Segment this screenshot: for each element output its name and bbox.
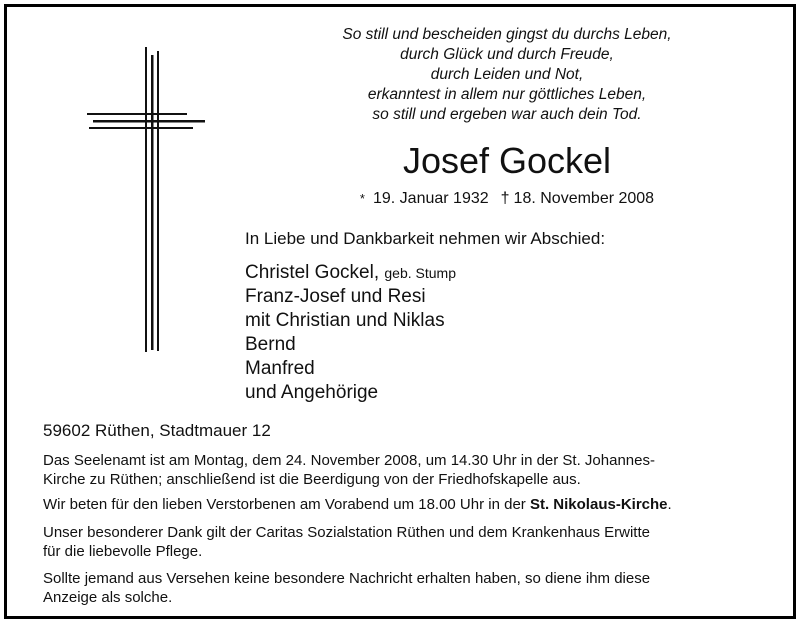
paragraph-line: Sollte jemand aus Versehen keine besondere Nachricht erhalten haben, so diene ihm diese bbox=[43, 570, 651, 587]
farewell-line: In Liebe und Dankbarkeit nehmen wir Abschied: bbox=[245, 229, 606, 248]
paragraph-line: Das Seelenamt ist am Montag, dem 24. November 2008, um 14.30 Uhr in der St. Johannes- bbox=[43, 452, 655, 469]
paragraph-line: Anzeige als solche. bbox=[43, 589, 173, 606]
birth-date: 19. Januar 1932 bbox=[372, 190, 489, 207]
mourner-row: und Angehörige bbox=[245, 382, 379, 403]
poem-line: durch Leiden und Not, bbox=[430, 66, 584, 83]
mourners-list bbox=[245, 261, 456, 405]
mourner-row: Bernd bbox=[245, 334, 296, 355]
requiem-paragraph bbox=[43, 451, 773, 489]
life-dates bbox=[307, 189, 707, 209]
poem-line: So still und bescheiden gingst du durchs Leben, bbox=[342, 26, 672, 43]
notice-paragraph bbox=[43, 569, 773, 607]
paragraph-line: für die liebevolle Pflege. bbox=[43, 543, 203, 560]
mourner-row: Franz-Josef und Resi bbox=[245, 286, 426, 307]
cross-icon bbox=[87, 47, 207, 357]
paragraph-line bbox=[43, 495, 773, 514]
paragraph-line: Kirche zu Rüthen; anschließend ist die Beerdigung von der Friedhofskapelle aus. bbox=[43, 471, 581, 488]
death-symbol: † bbox=[500, 190, 510, 207]
prayer-end: . bbox=[667, 496, 672, 513]
deceased-name: Josef Gockel bbox=[402, 140, 612, 181]
mourner-name: Christel Gockel, bbox=[245, 262, 380, 283]
maiden-name-note: geb. Stump bbox=[384, 265, 456, 281]
church-name: St. Nikolaus-Kirche bbox=[529, 496, 668, 513]
poem-line: erkanntest in allem nur göttliches Leben, bbox=[367, 86, 647, 103]
prayer-paragraph bbox=[43, 495, 773, 514]
mourner-row: mit Christian und Niklas bbox=[245, 310, 445, 331]
prayer-text: Wir beten für den lieben Verstorbenen am Vorabend um 18.00 Uhr in der bbox=[43, 496, 526, 513]
poem-line: durch Glück und durch Freude, bbox=[400, 46, 614, 63]
paragraph-line: Unser besonderer Dank gilt der Caritas Sozialstation Rüthen und dem Krankenhaus Erwitte bbox=[43, 524, 650, 541]
poem bbox=[307, 25, 707, 125]
poem-line: so still und ergeben war auch dein Tod. bbox=[372, 106, 642, 123]
mourner-row bbox=[245, 261, 456, 285]
obituary-notice bbox=[4, 4, 796, 619]
mourner-row: Manfred bbox=[245, 358, 315, 379]
thanks-paragraph bbox=[43, 523, 773, 561]
birth-symbol: * bbox=[359, 191, 365, 206]
family-address: 59602 Rüthen, Stadtmauer 12 bbox=[43, 421, 271, 440]
death-date: 18. November 2008 bbox=[513, 190, 655, 207]
